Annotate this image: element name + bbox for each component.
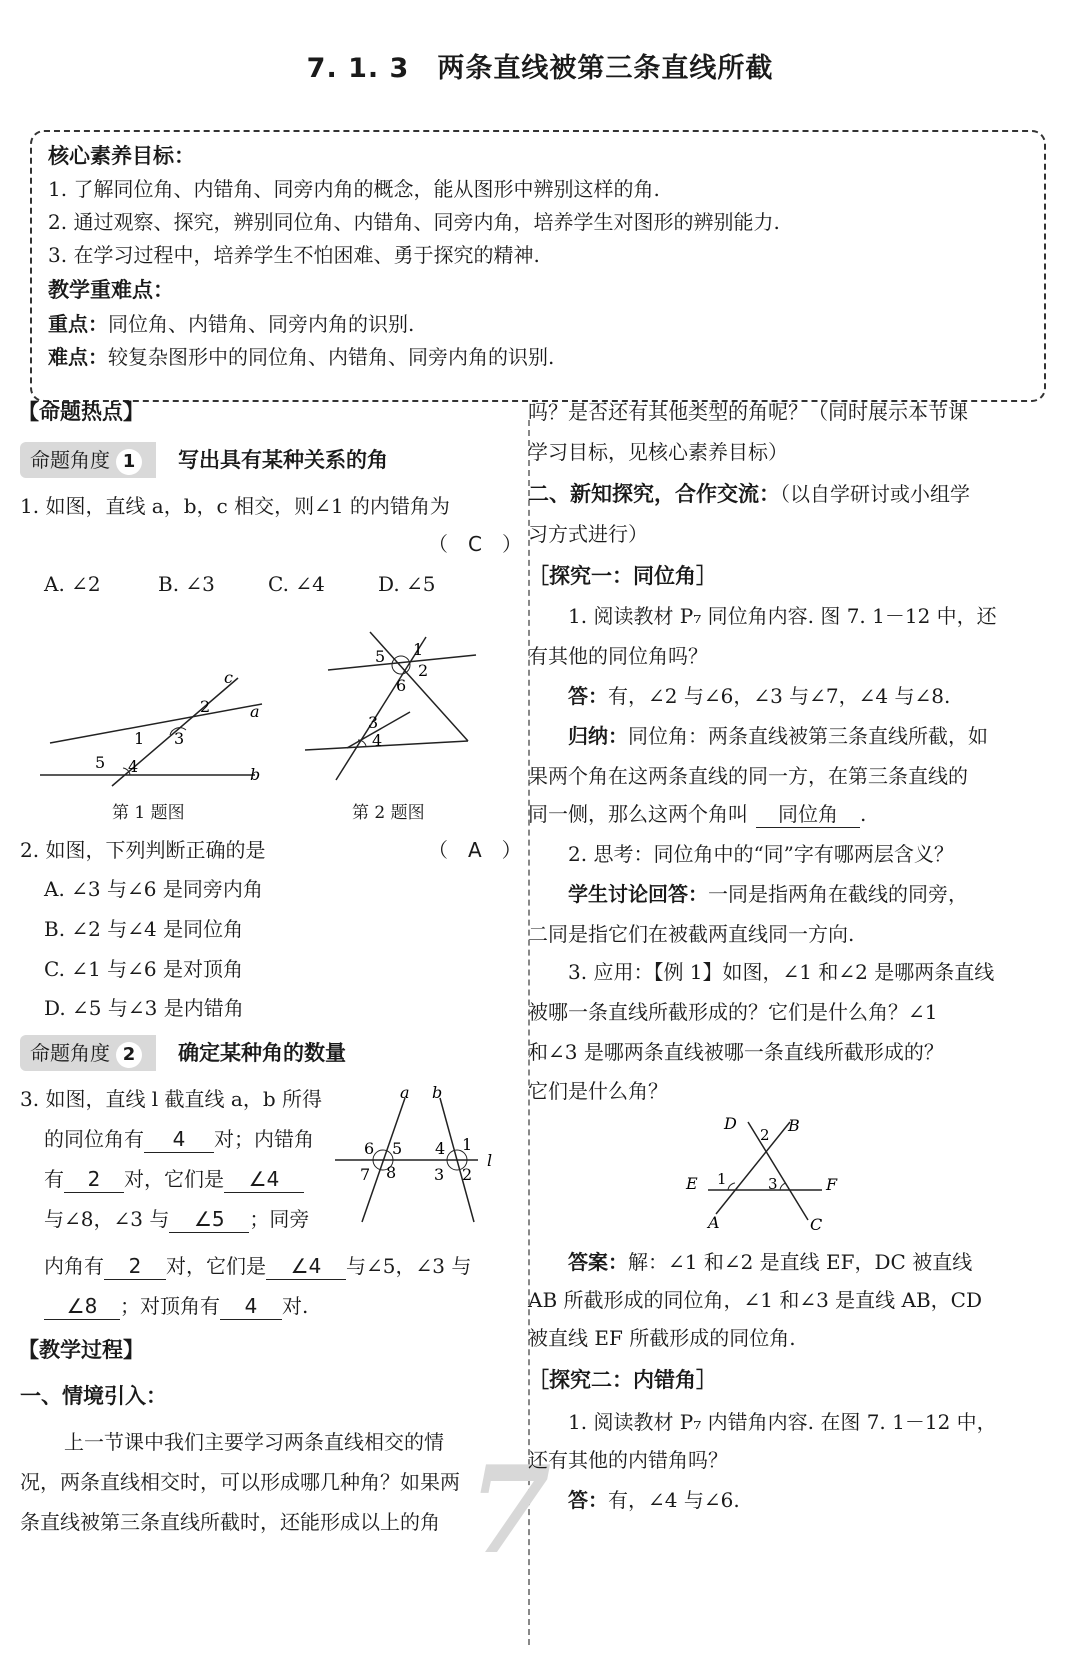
summary-line <box>528 800 866 828</box>
page-title: 7. 1. 3 两条直线被第三条直线所截 <box>306 53 774 84</box>
key-point <box>48 310 414 338</box>
answer-line: AB 所截形成的同位角，∠1 和∠3 是直线 AB，CD <box>528 1288 983 1312</box>
label-5: 5 <box>375 647 386 666</box>
label-6: 6 <box>364 1139 375 1158</box>
label-F: F <box>826 1175 838 1194</box>
angle2-tag-row <box>20 1035 346 1071</box>
angle1-title: 写出具有某种关系的角 <box>178 448 388 472</box>
q2-option-c: C. ∠1 与∠6 是对顶角 <box>44 957 243 981</box>
e2-answer-text: 有，∠4 与∠6. <box>608 1488 740 1512</box>
process-heading: 【教学过程】 <box>18 1338 144 1362</box>
angle2-tag <box>20 1035 156 1071</box>
goals-heading: 核心素养目标： <box>48 144 195 168</box>
e2-answer <box>568 1486 740 1514</box>
label-2: 2 <box>462 1165 473 1184</box>
label-3: 3 <box>368 713 379 732</box>
example-figure <box>680 1110 855 1235</box>
key-difficulty-heading: 教学重难点： <box>48 278 174 302</box>
label-2: 2 <box>418 661 429 680</box>
answer-blank: 4 <box>144 1126 214 1153</box>
summary-line: 果两个角在这两条直线的同一方，在第三条直线的 <box>528 764 968 788</box>
angle1-number: 1 <box>116 449 142 475</box>
q1-option-c: C. ∠4 <box>268 572 325 596</box>
key-point-label: 重点： <box>48 312 108 336</box>
label-1: 1 <box>413 640 424 659</box>
label-A: A <box>708 1213 720 1232</box>
line-a <box>50 704 262 743</box>
discussion-text: 一同是指两角在截线的同旁， <box>708 882 968 906</box>
key-point-text: 同位角、内错角、同旁内角的识别. <box>108 312 415 336</box>
label-E: E <box>686 1174 698 1193</box>
goal-item: 2. 通过观察、探究，辨别同位角、内错角、同旁内角，培养学生对图形的辨别能力. <box>48 210 780 234</box>
answer-line <box>568 1248 972 1276</box>
figure-2 <box>300 622 480 787</box>
label-8: 8 <box>386 1163 397 1182</box>
e2-answer-label: 答： <box>568 1488 608 1512</box>
goal-item: 1. 了解同位角、内错角、同旁内角的概念，能从图形中辨别这样的角. <box>48 177 660 201</box>
label-3: 3 <box>768 1175 778 1193</box>
label-5: 5 <box>95 753 106 772</box>
page-watermark: 7 <box>468 1440 552 1581</box>
new-knowledge-heading: 二、新知探究，合作交流： <box>528 482 780 506</box>
answer-text: 解：∠1 和∠2 是直线 EF，DC 被直线 <box>628 1250 973 1274</box>
q1-answer: （ C ） <box>428 532 522 556</box>
label-b: b <box>432 1083 443 1102</box>
intro-heading: 一、情境引入： <box>20 1384 167 1408</box>
intro-line: 上一节课中我们主要学习两条直线相交的情 <box>64 1430 444 1454</box>
q2-option-d: D. ∠5 与∠3 是内错角 <box>44 996 244 1020</box>
e1-answer-label: 答： <box>568 684 608 708</box>
e1-answer-text: 有，∠2 与∠6，∠3 与∠7，∠4 与∠8. <box>608 684 951 708</box>
application-line: 被哪一条直线所截形成的？它们是什么角？∠1 <box>528 1000 938 1024</box>
answer-label: 答案： <box>568 1250 628 1274</box>
summary-text: 同一侧，那么这两个角叫 <box>528 802 748 826</box>
q1-option-b: B. ∠3 <box>158 572 215 596</box>
q3-line1: 3. 如图，直线 l 截直线 a，b 所得 <box>20 1087 322 1111</box>
summary-text: 同位角：两条直线被第三条直线所截，如 <box>628 724 988 748</box>
angle1-tag-row <box>20 442 388 478</box>
answer-blank: 同位角 <box>756 801 860 828</box>
new-knowledge-note: （以自学研讨或小组学 <box>780 482 970 506</box>
e2-question: 1. 阅读教材 P₇ 内错角内容. 在图 7. 1－12 中， <box>568 1410 997 1434</box>
label-1: 1 <box>462 1135 473 1154</box>
q1-option-a: A. ∠2 <box>44 572 101 596</box>
e1-question-cont: 有其他的同位角吗？ <box>528 644 708 668</box>
angle-arc <box>728 1183 735 1190</box>
application-line: 3. 应用：【例 1】如图，∠1 和∠2 是哪两条直线 <box>568 960 995 984</box>
q1-text: 1. 如图，直线 a，b，c 相交，则∠1 的内错角为 <box>20 494 450 518</box>
think-question: 2. 思考：同位角中的“同”字有哪两层含义？ <box>568 842 954 866</box>
answer-blank: 4 <box>220 1293 282 1320</box>
line-ab <box>716 1122 790 1214</box>
q3-text: ；对顶角有 <box>120 1294 220 1318</box>
label-4: 4 <box>435 1139 446 1158</box>
label-4: 4 <box>372 731 383 750</box>
label-b: b <box>250 765 261 784</box>
q3-text: 对；内错角 <box>214 1127 314 1151</box>
label-7: 7 <box>360 1165 371 1184</box>
answer-blank: ∠4 <box>224 1166 304 1193</box>
q2-text: 2. 如图，下列判断正确的是 <box>20 838 266 862</box>
difficult-point <box>48 343 554 371</box>
figure-1-caption: 第 1 题图 <box>112 803 185 823</box>
difficult-point-label: 难点： <box>48 345 108 369</box>
cont-line: 学习目标，见核心素养目标） <box>528 440 788 464</box>
angle2-tag-label: 命题角度 <box>30 1041 110 1065</box>
new-knowledge <box>528 480 970 508</box>
q3-text: ；同旁 <box>249 1207 310 1231</box>
label-D: D <box>724 1114 737 1133</box>
angle-arc <box>780 1183 786 1190</box>
q3-line4 <box>44 1205 309 1233</box>
intro-line: 况，两条直线相交时，可以形成哪几种角？如果两 <box>20 1470 460 1494</box>
q3-line6 <box>44 1292 308 1320</box>
q3-line2 <box>44 1125 314 1153</box>
answer-blank: 2 <box>104 1253 166 1280</box>
q3-text: 与∠5，∠3 与 <box>346 1254 472 1278</box>
answer-blank: ∠8 <box>44 1293 120 1320</box>
label-3: 3 <box>434 1165 445 1184</box>
label-1: 1 <box>717 1170 727 1188</box>
label-c: c <box>224 668 233 687</box>
e2-question-cont: 还有其他的内错角吗？ <box>528 1448 728 1472</box>
angle1-tag-label: 命题角度 <box>30 448 110 472</box>
application-line: 它们是什么角？ <box>528 1079 668 1103</box>
q2-answer: （ A ） <box>428 838 522 862</box>
figure-2-caption: 第 2 题图 <box>352 803 425 823</box>
q3-text: 对，它们是 <box>166 1254 266 1278</box>
q1-option-d: D. ∠5 <box>378 572 436 596</box>
line-bottom <box>305 741 468 750</box>
discussion-label: 学生讨论回答： <box>568 882 708 906</box>
answer-line: 被直线 EF 所截形成的同位角. <box>528 1326 796 1350</box>
e1-answer <box>568 682 950 710</box>
summary-line <box>568 722 988 750</box>
q3-text: 与∠8，∠3 与 <box>44 1207 170 1231</box>
goal-item: 3. 在学习过程中，培养学生不怕困难、勇于探究的精神. <box>48 243 540 267</box>
explore2-heading: ［探究二：内错角］ <box>528 1368 717 1392</box>
summary-text: . <box>860 802 867 826</box>
label-a: a <box>250 702 260 721</box>
label-5: 5 <box>392 1139 403 1158</box>
q2-option-b: B. ∠2 与∠4 是同位角 <box>44 917 244 941</box>
q3-text: 内角有 <box>44 1254 104 1278</box>
q3-text: 对，它们是 <box>124 1167 224 1191</box>
q3-line5 <box>44 1252 471 1280</box>
discussion <box>568 880 968 908</box>
figure-3 <box>330 1080 510 1230</box>
cont-line: 吗？是否还有其他类型的角呢？（同时展示本节课 <box>528 400 968 424</box>
explore1-heading: ［探究一：同位角］ <box>528 564 717 588</box>
figure-1 <box>30 660 270 790</box>
q3-text: 的同位角有 <box>44 1127 144 1151</box>
application-line: 和∠3 是哪两条直线被哪一条直线所截形成的？ <box>528 1040 944 1064</box>
q2-option-a: A. ∠3 与∠6 是同旁内角 <box>44 877 263 901</box>
summary-label: 归纳： <box>568 724 628 748</box>
label-1: 1 <box>134 729 145 748</box>
hot-topics-heading: 【命题热点】 <box>18 400 144 424</box>
label-4: 4 <box>128 757 139 776</box>
new-knowledge-note2: 习方式进行） <box>528 522 648 546</box>
answer-blank: 2 <box>64 1166 124 1193</box>
label-6: 6 <box>396 676 407 695</box>
q3-text: 有 <box>44 1167 64 1191</box>
label-B: B <box>788 1116 800 1135</box>
label-C: C <box>810 1215 823 1234</box>
angle-arc <box>392 656 410 674</box>
intro-line: 条直线被第三条直线所截时，还能形成以上的角 <box>20 1510 440 1534</box>
label-l: l <box>487 1151 493 1170</box>
label-3: 3 <box>174 729 185 748</box>
q3-line3 <box>44 1165 304 1193</box>
e1-question: 1. 阅读教材 P₇ 同位角内容. 图 7. 1－12 中，还 <box>568 604 997 628</box>
label-2: 2 <box>760 1126 770 1144</box>
label-a: a <box>400 1083 410 1102</box>
discussion-cont: 二同是指它们在被截两直线同一方向. <box>528 922 855 946</box>
answer-blank: ∠5 <box>169 1206 249 1233</box>
angle2-number: 2 <box>116 1042 142 1068</box>
q3-text: 对. <box>282 1294 309 1318</box>
difficult-point-text: 较复杂图形中的同位角、内错角、同旁内角的识别. <box>108 345 555 369</box>
angle1-tag <box>20 442 156 478</box>
angle2-title: 确定某种角的数量 <box>178 1041 346 1065</box>
label-2: 2 <box>200 697 211 716</box>
answer-blank: ∠4 <box>266 1253 346 1280</box>
